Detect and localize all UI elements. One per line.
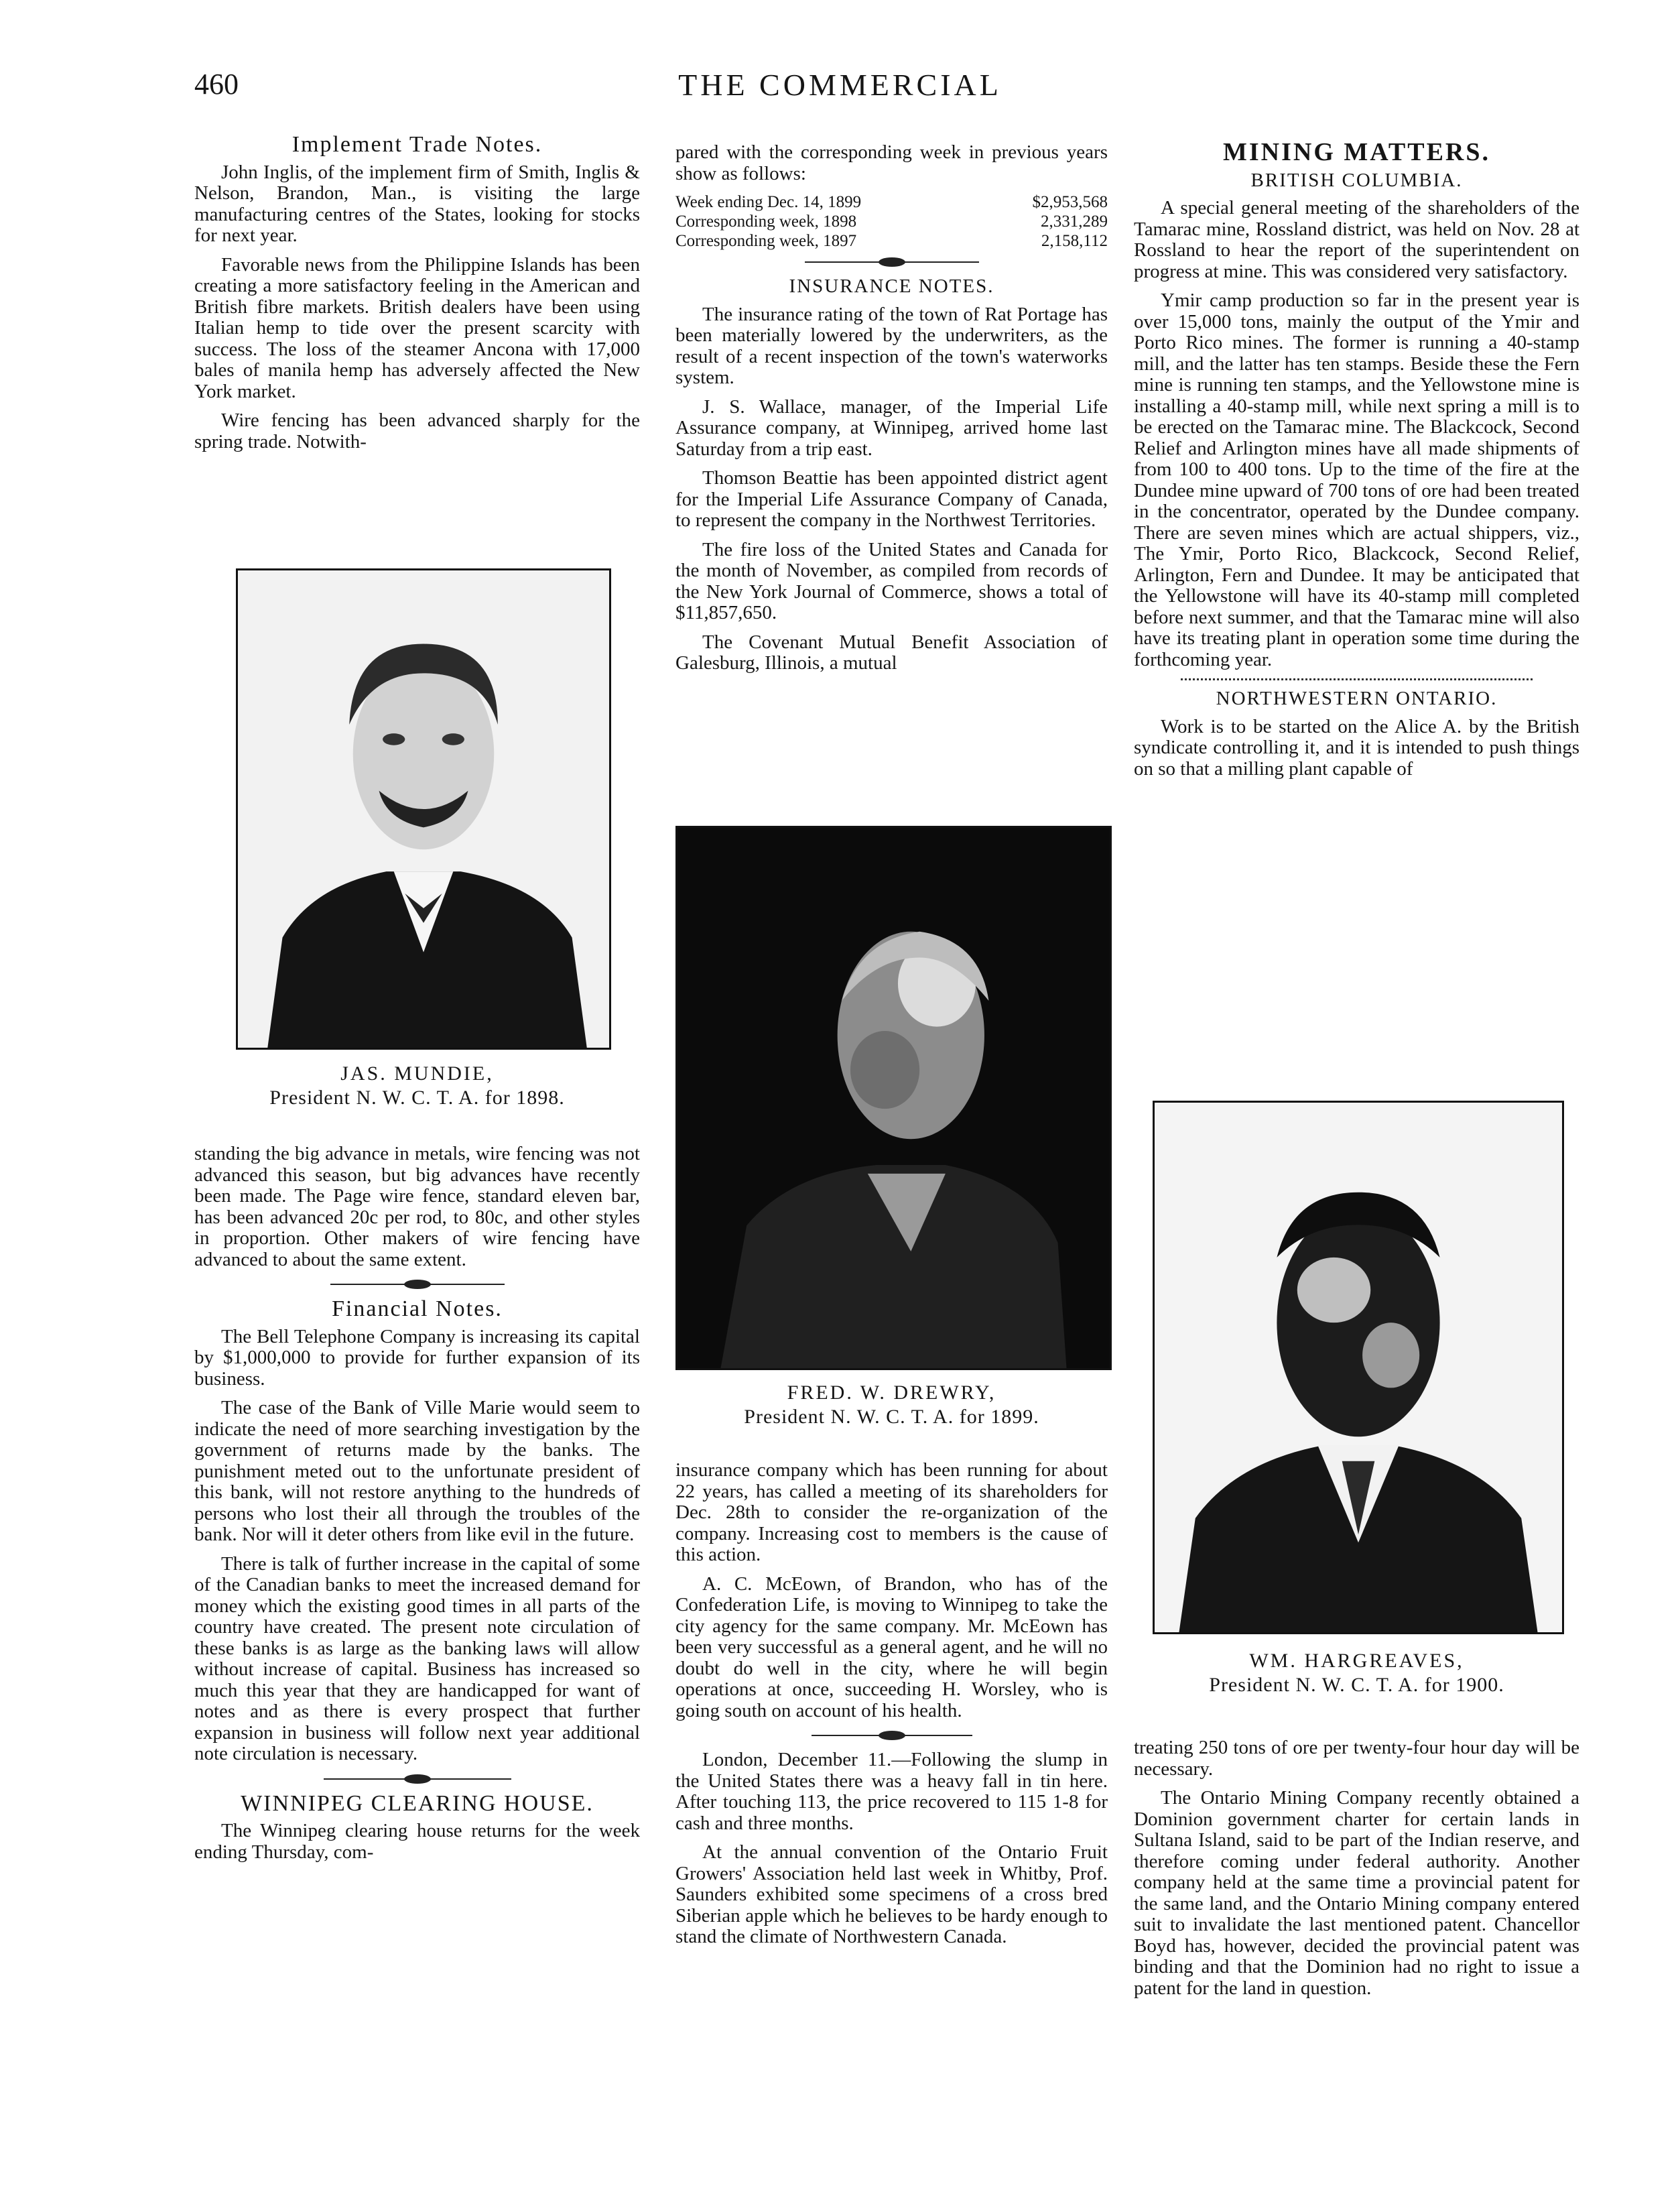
column-2-top	[675, 142, 1108, 682]
portrait-photo-mundie	[236, 568, 611, 1050]
misc-paragraph: At the annual convention of the Ontario Fruit Growers' Association held last week in Whitby, Prof. Saunders exhibited some specimens of a cross bred Siberian apple which he believes to be hardy enough to stand the climate of Northwestern Canada.	[675, 1841, 1108, 1947]
financial-paragraph: The case of the Bank of Ville Marie would seem to indicate the need of more searching investigation by the government of returns made by the banks. The punishment meted out to the unfortunate president of this bank, will not restore anything to the hundreds of persons who lost their all through the troubles of the bank. Nor will it deter others from like evil in the future.	[194, 1397, 640, 1545]
section-rule	[324, 1773, 511, 1785]
mining-paragraph: Work is to be started on the Alice A. by the British syndicate controlling it, and it is intended to push things on so that a milling plant capable of	[1134, 715, 1579, 780]
financial-paragraph: There is talk of further increase in the capital of some of the Canadian banks to meet the increased demand for money which the existing good times in all parts of the country have created. The present note circulation of these banks is as large as the banking laws will allow without increase of capital. Business has increased so much this year that they are handicapped for want of notes and as there is every prospect that further expansion in business will follow next year additional note circulation is necessary.	[194, 1552, 640, 1764]
northwestern-ontario-subheading: NORTHWESTERN ONTARIO.	[1216, 688, 1498, 709]
insurance-paragraph: J. S. Wallace, manager, of the Imperial Life Assurance company, at Winnipeg, arrived home last Saturday from a trip east.	[675, 395, 1108, 460]
implement-paragraph: Favorable news from the Philippine Islands has been creating a more satisfactory feeling in the American and British fibre markets. British dealers have been using Italian hemp to tide over the present scarcity with success. The loss of the steamer Ancona with 17,000 bales of manila hemp has adversely affected the New York market.	[194, 253, 640, 402]
mining-paragraph: Ymir camp production so far in the present year is over 15,000 tons, mainly the output of the Ymir and Porto Rico mines. The former is running a 40-stamp mill, and the latter has ten stamps. Beside these the Fern mine is running ten stamps, and the Yellowstone mine is installing a 40-stamp mill, while next spring a mill is to be erected on the Tamarac mine. The Blackcock, Second Relief and Arlington mines have all made shipments of from 100 to 400 tons. Up to the time of the fire at the Dundee mine upward of 700 tons of ore had been treated in the concentrator, operated by the Dundee company. There are seven mines which are actual shippers, viz., The Ymir, Porto Rico, Blackcock, Second Relief, Arlington, Fern and Dundee. It may be anticipated that the Yellowstone will have its 40-stamp mill completed before next summer, and that the Tamarac mine will also have its treating plant in operation some time during the forthcoming year.	[1134, 290, 1579, 670]
clearing-house-heading: WINNIPEG CLEARING HOUSE.	[241, 1790, 594, 1816]
portrait-title: President N. W. C. T. A. for 1900.	[1209, 1674, 1504, 1696]
page-number: 460	[194, 68, 239, 101]
insurance-paragraph: A. C. McEown, of Brandon, who has of the Confederation Life, is moving to Winnipeg to take the city agency for the same company. Mr. McEown has been very successful as a general agent, and he will no doubt do well in the city, where he will begin operations at once, succeeding H. Worsley, who is going south on account of his health.	[675, 1573, 1108, 1721]
financial-paragraph: The Bell Telephone Company is increasing its capital by $1,000,000 to provide for further expansion of its business.	[194, 1325, 640, 1390]
masthead: THE COMMERCIAL	[678, 68, 1002, 102]
table-cell: Corresponding week, 1898	[675, 212, 857, 231]
column-3-continued	[1134, 1737, 1579, 2007]
portrait-photo-hargreaves	[1153, 1101, 1564, 1634]
column-1-continued	[194, 1144, 640, 1871]
section-rule	[330, 1278, 505, 1290]
insurance-paragraph: The insurance rating of the town of Rat Portage has been materially lowered by the underwriters, as the result of a recent inspection of the town's waterworks system.	[675, 303, 1108, 388]
column-2-continued	[675, 1460, 1108, 1956]
section-rule	[1181, 678, 1533, 680]
portrait-caption-mundie	[194, 1062, 640, 1110]
mining-paragraph: The Ontario Mining Company recently obtained a Dominion government charter for certain lands in Sultana Island, said to be part of the Indian reserve, and therefore coming under federal authority. Another company held at the same time a provincial patent for the same land, and the Ontario Mining company entered suit to invalidate the last mentioned patent. Chancellor Boyd has, however, decided the provincial patent was binding and that the Dominion had no right to issue a patent for the land in question.	[1134, 1787, 1579, 1999]
clearing-paragraph-continued: pared with the corresponding week in previous years show as follows:	[675, 141, 1108, 184]
implement-notes-heading: Implement Trade Notes.	[292, 132, 543, 157]
portrait-caption-drewry	[675, 1381, 1108, 1429]
section-rule	[805, 256, 979, 268]
implement-paragraph: John Inglis, of the implement firm of Smith, Inglis & Nelson, Brandon, Man., is visiting the large manufacturing centres of the States, looking for stocks for next year.	[194, 161, 640, 246]
portrait-title: President N. W. C. T. A. for 1898.	[269, 1087, 565, 1109]
table-row	[675, 231, 1108, 251]
implement-paragraph: Wire fencing has been advanced sharply for the spring trade. Notwith-	[194, 410, 640, 452]
table-row	[675, 192, 1108, 212]
financial-notes-heading: Financial Notes.	[332, 1296, 503, 1321]
portrait-name: JAS. MUNDIE,	[340, 1062, 494, 1085]
implement-paragraph-continued: standing the big advance in metals, wire fencing was not advanced this season, but big advances have recently been made. The Page wire fence, standard eleven bar, has been advanced 20c per rod, to 80c, and other styles in proportion. Other makers of wire fencing have advanced to about the same extent.	[194, 1143, 640, 1270]
portrait-name: WM. HARGREAVES,	[1249, 1650, 1464, 1672]
section-rule	[812, 1729, 972, 1741]
insurance-notes-heading: INSURANCE NOTES.	[789, 276, 994, 297]
portrait-title: President N. W. C. T. A. for 1899.	[744, 1406, 1039, 1428]
mining-paragraph: A special general meeting of the shareholders of the Tamarac mine, Rossland district, was held on Nov. 28 at Rossland to hear the report of the superintendent on progress at mine. This was considered very satisfactory.	[1134, 197, 1579, 282]
british-columbia-subheading: BRITISH COLUMBIA.	[1250, 169, 1463, 191]
mining-matters-heading: MINING MATTERS.	[1223, 138, 1490, 166]
implement-notes-section	[194, 134, 640, 461]
insurance-paragraph-continued: insurance company which has been running for about 22 years, has called a meeting of its shareholders for Dec. 28th to consider the re-organization of the company. Increasing cost to members is the cause of this action.	[675, 1459, 1108, 1565]
table-row	[675, 212, 1108, 231]
table-cell: $2,953,568	[1032, 193, 1108, 211]
table-cell: 2,331,289	[1041, 212, 1108, 231]
table-cell: Corresponding week, 1897	[675, 232, 857, 250]
insurance-paragraph: Thomson Beattie has been appointed district agent for the Imperial Life Assurance Company of Canada, to represent the company in the Northwest Territories.	[675, 467, 1108, 531]
misc-paragraph: London, December 11.—Following the slump in the United States there was a heavy fall in tin here. After touching 113, the price recovered to 115 1-8 for cash and three months.	[675, 1749, 1108, 1834]
portrait-caption-hargreaves	[1134, 1649, 1579, 1697]
portrait-name: FRED. W. DREWRY,	[787, 1382, 996, 1404]
insurance-paragraph: The fire loss of the United States and Canada for the month of November, as compiled from records of the New York Journal of Commerce, shows a total of $11,857,650.	[675, 538, 1108, 623]
insurance-paragraph: The Covenant Mutual Benefit Association of Galesburg, Illinois, a mutual	[675, 631, 1108, 674]
mining-paragraph-continued: treating 250 tons of ore per twenty-four hour day will be necessary.	[1134, 1737, 1579, 1780]
mining-matters-section	[1134, 138, 1579, 788]
clearing-returns-table	[675, 192, 1108, 251]
table-cell: 2,158,112	[1041, 232, 1108, 250]
table-cell: Week ending Dec. 14, 1899	[675, 193, 862, 211]
clearing-paragraph: The Winnipeg clearing house returns for the week ending Thursday, com-	[194, 1820, 640, 1863]
portrait-photo-drewry	[675, 826, 1112, 1370]
